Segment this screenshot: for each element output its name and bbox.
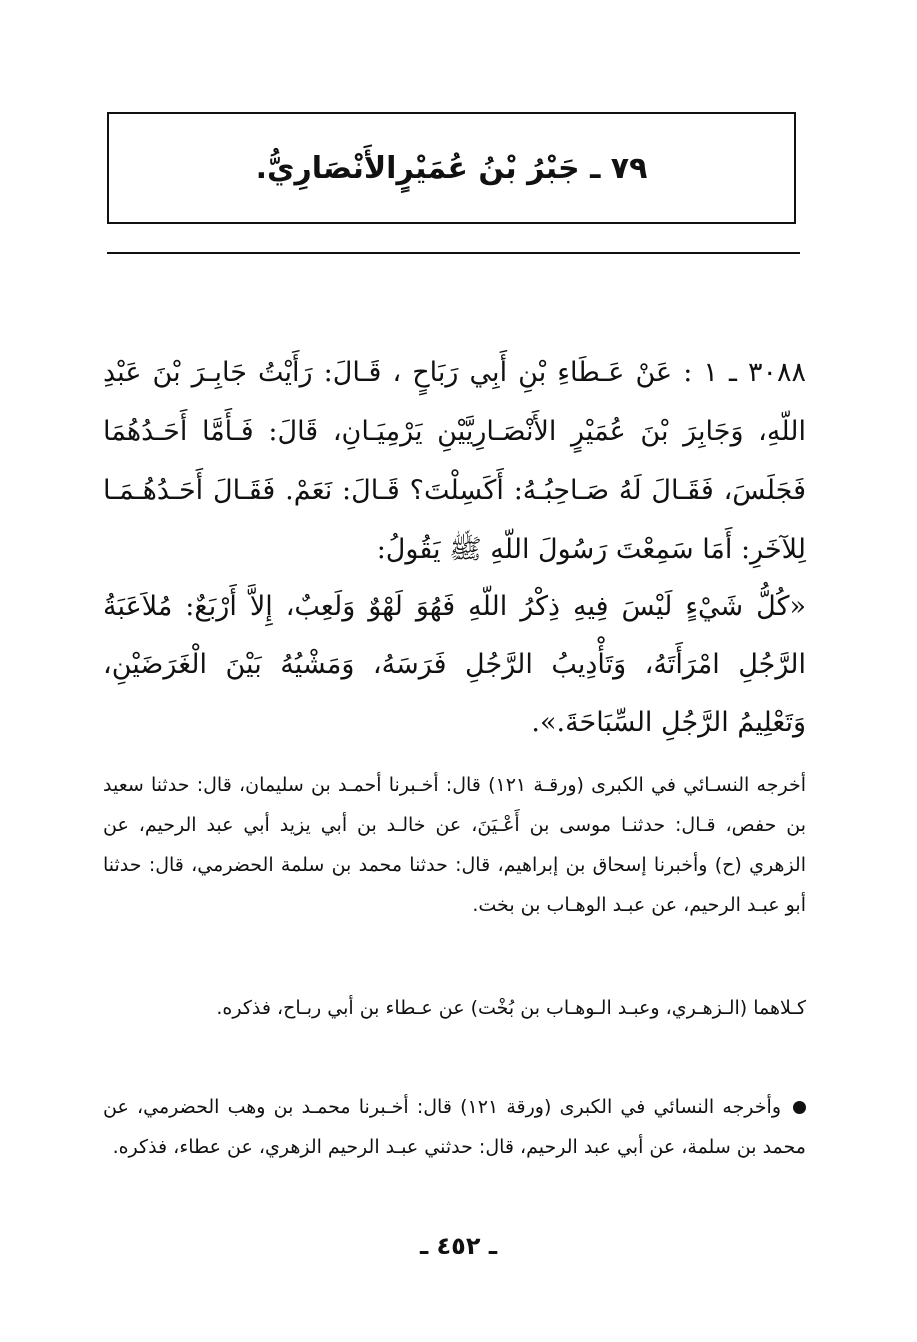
prophet-quote: «كُلُّ شَيْءٍ لَيْسَ فِيهِ ذِكْرُ اللّهِ فَهُوَ لَهْوٌ وَلَعِبٌ، إِلاَّ أَرْبَعٌ: مُلاَعَبَةُ الرَّجُلِ امْرَأَتَهُ، وَتَأْدِيبُ الرَّجُلِ فَرَسَهُ، وَمَشْيُهُ بَيْنَ الْغَرَضَيْنِ، وَتَعْلِيمُ الرَّجُلِ السِّبَاحَةَ.». xyxy=(103,591,806,738)
takhrij-paragraph-2: كـلاهما (الـزهـري، وعبـد الـوهـاب بن بُخْت) عن عـطاء بن أبي ربـاح، فذكره. xyxy=(216,997,806,1019)
takhrij-paragraph-3 xyxy=(103,1087,806,1167)
hadith-text: ٣٠٨٨ ـ ١ : عَنْ عَـطَاءِ بْنِ أَبِي رَبَاحٍ ، قَـالَ: رَأَيْتُ جَابِـرَ بْنَ عَبْدِ اللّهِ، وَجَابِرَ بْنَ عُمَيْرٍ الأَنْصَـارِيَّيْنِ يَرْمِيَـانِ، قَالَ: فَـأَمَّا أَحَـدُهُمَا فَجَلَسَ، فَقَـالَ لَهُ صَـاحِبُـهُ: أَكَسِلْتَ؟ قَـالَ: نَعَمْ. فَقَـالَ أَحَـدُهُـمَـا لِلآخَرِ: أَمَا سَمِعْتَ رَسُولَ اللّهِ ﷺ يَقُولُ: xyxy=(103,357,806,565)
title-divider xyxy=(107,252,800,254)
page-number: ـ ٤٥٢ ـ xyxy=(419,1232,498,1260)
chapter-title: ٧٩ ـ جَبْرُ بْنُ عُمَيْرٍالأَنْصَارِيُّ. xyxy=(255,150,648,186)
bullet-icon xyxy=(793,1101,806,1114)
takhrij-paragraph-3-text: وأخرجه النسائي في الكبرى (ورقة ١٢١) قال: أخـبرنا محمـد بن وهب الحضرمي، عن محمد بن سلمة، عن أبي عبد الرحيم، قال: حدثني عبـد الرحيم الزهري، عن عطاء، فذكره. xyxy=(103,1096,806,1158)
chapter-title-box xyxy=(107,112,796,224)
takhrij-paragraph-1: أخرجه النسـائي في الكبرى (ورقـة ١٢١) قال: أخـبرنا أحمـد بن سليمان، قال: حدثنا سعيد بن حفص، قـال: حدثنـا موسى بن أَعْـيَنَ، عن خالـد بن أبي يزيد أبي عبد الرحيم، عن الزهري (ح) وأخبرنا إسحاق بن إبراهيم، قال: حدثنا محمد بن سلمة الحضرمي، قال: حدثنا أبو عبـد الرحيم، عن عبـد الوهـاب بن بخت. xyxy=(103,774,806,916)
